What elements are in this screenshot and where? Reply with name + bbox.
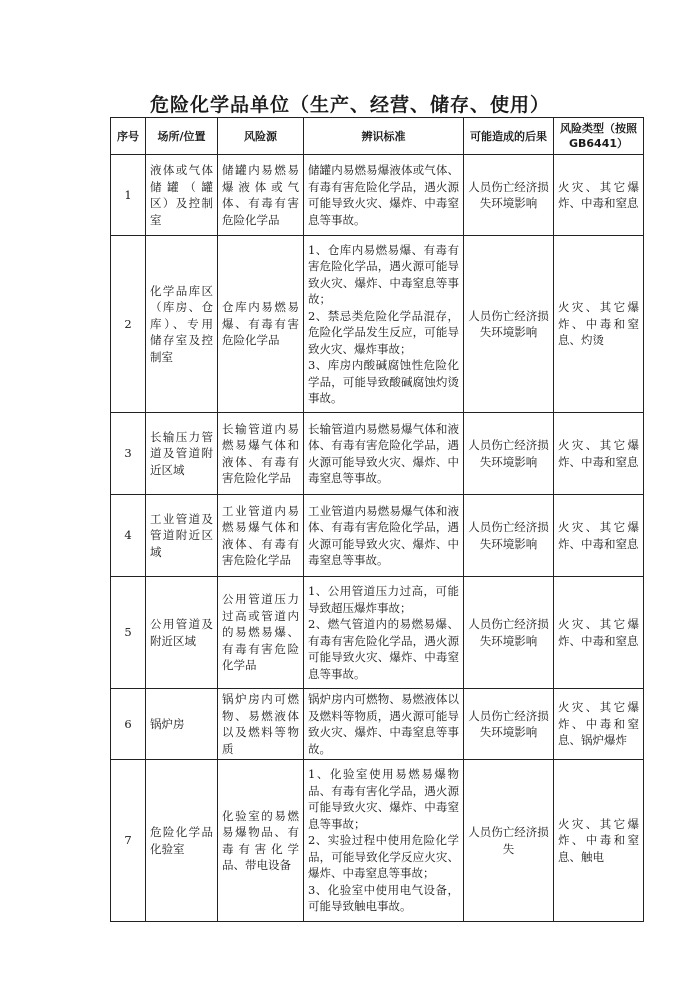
cell-no: 5 xyxy=(111,577,146,689)
cell-no: 3 xyxy=(111,413,146,495)
table-row xyxy=(111,413,644,495)
cell-no: 1 xyxy=(111,155,146,236)
cell-place: 公用管道及附近区域 xyxy=(146,577,218,689)
cell-criteria xyxy=(304,577,464,689)
criteria-item: 1、公用管道压力过高，可能导致超压爆炸事故； xyxy=(308,584,459,615)
cell-risk-type: 火灾、其它爆炸、中毒和窒息 xyxy=(554,495,644,577)
cell-criteria xyxy=(304,760,464,922)
criteria-item: 2、燃气管道内的易燃易爆、有毒有害危险化学品，遇火源可能导致火灾、爆炸、中毒窒息等事故。 xyxy=(308,617,459,681)
cell-place: 化学品库区（库房、仓库）、专用储存室及控制室 xyxy=(146,236,218,413)
cell-risk-type: 火灾、其它爆炸、中毒和窒息 xyxy=(554,413,644,495)
cell-consequence: 人员伤亡经济损失环境影响 xyxy=(464,413,554,495)
cell-risk-type: 火灾、其它爆炸、中毒和窒息、灼烫 xyxy=(554,236,644,413)
cell-place: 锅炉房 xyxy=(146,689,218,760)
criteria-item: 1、化验室使用易燃易爆物品、有毒有害化学品，遇火源可能导致火灾、爆炸、中毒窒息等事故； xyxy=(308,767,459,831)
cell-criteria xyxy=(304,495,464,577)
cell-consequence: 人员伤亡经济损失环境影响 xyxy=(464,577,554,689)
cell-risk-type: 火灾、其它爆炸、中毒和窒息、锅炉爆炸 xyxy=(554,689,644,760)
table-header-row xyxy=(111,118,644,155)
header-place: 场所/位置 xyxy=(146,118,218,155)
cell-place: 液体或气体储罐（罐区）及控制室 xyxy=(146,155,218,236)
cell-source: 工业管道内易燃易爆气体和液体、有毒有害危险化学品 xyxy=(218,495,304,577)
cell-source: 储罐内易燃易爆液体或气体、有毒有害危险化学品 xyxy=(218,155,304,236)
criteria-item: 储罐内易燃易爆液体或气体、有毒有害危险化学品，遇火源可能导致火灾、爆炸、中毒窒息等事故。 xyxy=(308,163,459,227)
cell-consequence: 人员伤亡经济损失 xyxy=(464,760,554,922)
cell-risk-type: 火灾、其它爆炸、中毒和窒息 xyxy=(554,577,644,689)
cell-no: 6 xyxy=(111,689,146,760)
cell-source: 公用管道压力过高或管道内的易燃易爆、有毒有害危险化学品 xyxy=(218,577,304,689)
cell-criteria xyxy=(304,413,464,495)
criteria-item: 3、库房内酸碱腐蚀性危险化学品，可能导致酸碱腐蚀灼烫事故。 xyxy=(308,358,459,405)
table-row xyxy=(111,689,644,760)
header-consequence: 可能造成的后果 xyxy=(464,118,554,155)
cell-source: 化验室的易燃易爆物品、有毒有害化学品、带电设备 xyxy=(218,760,304,922)
table-row xyxy=(111,577,644,689)
cell-source: 仓库内易燃易爆、有毒有害危险化学品 xyxy=(218,236,304,413)
page-title: 危险化学品单位（生产、经营、储存、使用） xyxy=(149,94,550,116)
cell-no: 7 xyxy=(111,760,146,922)
table-row xyxy=(111,495,644,577)
criteria-item: 3、化验室中使用电气设备，可能导致触电事故。 xyxy=(308,882,459,914)
cell-source: 长输管道内易燃易爆气体和液体、有毒有害危险化学品 xyxy=(218,413,304,495)
cell-consequence: 人员伤亡经济损失环境影响 xyxy=(464,495,554,577)
cell-consequence: 人员伤亡经济损失环境影响 xyxy=(464,689,554,760)
criteria-item: 长输管道内易燃易爆气体和液体、有毒有害危险化学品，遇火源可能导致火灾、爆炸、中毒窒息等事故。 xyxy=(308,421,459,485)
cell-criteria xyxy=(304,155,464,236)
cell-place: 长输压力管道及管道附近区域 xyxy=(146,413,218,495)
criteria-item: 1、仓库内易燃易爆、有毒有害危险化学品，遇火源可能导致火灾、爆炸、中毒窒息等事故； xyxy=(308,242,459,306)
header-source: 风险源 xyxy=(218,118,304,155)
cell-no: 4 xyxy=(111,495,146,577)
table-row xyxy=(111,236,644,413)
cell-source: 锅炉房内可燃物、易燃液体以及燃料等物质 xyxy=(218,689,304,760)
table-row xyxy=(111,155,644,236)
table-row xyxy=(111,760,644,922)
cell-risk-type: 火灾、其它爆炸、中毒和窒息、触电 xyxy=(554,760,644,922)
cell-no: 2 xyxy=(111,236,146,413)
cell-consequence: 人员伤亡经济损失环境影响 xyxy=(464,236,554,413)
header-no: 序号 xyxy=(111,118,146,155)
cell-criteria xyxy=(304,236,464,413)
hazard-table xyxy=(110,117,644,922)
header-criteria: 辨识标准 xyxy=(304,118,464,155)
cell-risk-type: 火灾、其它爆炸、中毒和窒息 xyxy=(554,155,644,236)
criteria-item: 锅炉房内可燃物、易燃液体以及燃料等物质，遇火源可能导致火灾、爆炸、中毒窒息等事故。 xyxy=(308,692,459,756)
criteria-item: 2、实验过程中使用危险化学品，可能导致化学反应火灾、爆炸、中毒窒息等事故； xyxy=(308,833,459,881)
criteria-item: 2、禁忌类危险化学品混存，危险化学品发生反应，可能导致火灾、爆炸事故； xyxy=(308,308,459,356)
cell-place: 危险化学品化验室 xyxy=(146,760,218,922)
cell-criteria xyxy=(304,689,464,760)
criteria-item: 工业管道内易燃易爆气体和液体、有毒有害危险化学品，遇火源可能导致火灾、爆炸、中毒窒息等事故。 xyxy=(308,503,459,567)
cell-place: 工业管道及管道附近区域 xyxy=(146,495,218,577)
cell-consequence: 人员伤亡经济损失环境影响 xyxy=(464,155,554,236)
header-risk-type: 风险类型（按照GB6441） xyxy=(554,118,644,155)
